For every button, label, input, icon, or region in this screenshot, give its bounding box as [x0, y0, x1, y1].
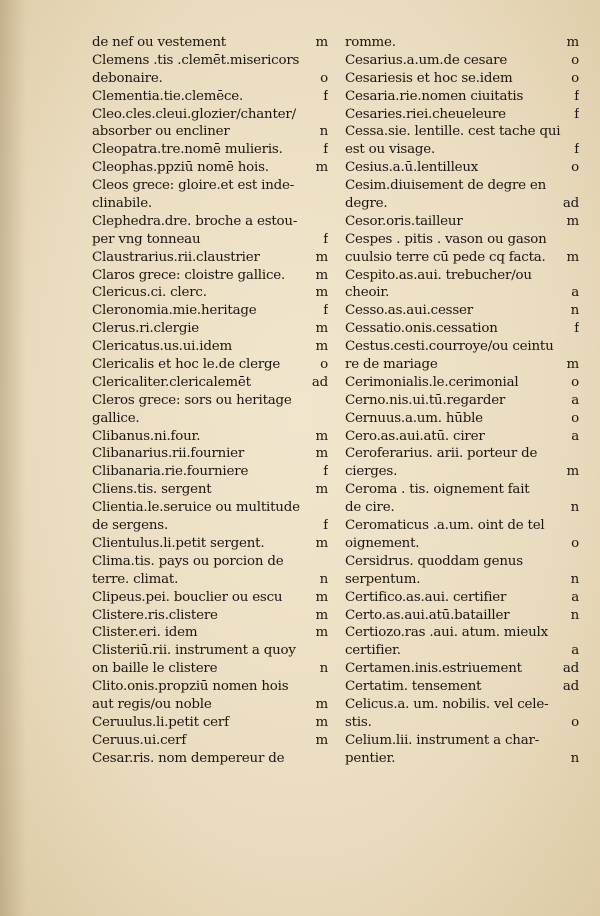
gender-code: n	[319, 571, 328, 587]
dictionary-line	[345, 410, 579, 428]
dictionary-line	[92, 267, 328, 285]
dictionary-line	[345, 338, 579, 356]
dictionary-line	[345, 267, 579, 285]
gender-code: a	[571, 285, 579, 301]
gender-code: m	[315, 339, 328, 355]
entry-text: Clima.tis. pays ou porcion de	[92, 553, 284, 569]
dictionary-line	[92, 481, 328, 499]
gender-code: m	[315, 589, 328, 605]
gender-code: m	[315, 625, 328, 641]
entry-text: Celicus.a. um. nobilis. vel cele-	[345, 696, 549, 712]
dictionary-line	[345, 195, 579, 213]
entry-text: Certatim. tensement	[345, 679, 482, 695]
entry-text: de sergens.	[92, 518, 168, 534]
dictionary-line	[345, 52, 579, 70]
dictionary-line	[92, 356, 328, 374]
entry-text: oignement.	[345, 535, 420, 551]
dictionary-line	[92, 410, 328, 428]
entry-text: on baille le clistere	[92, 661, 218, 677]
gender-code: n	[570, 500, 579, 516]
entry-text: Cleros grece: sors ou heritage	[92, 392, 292, 408]
entry-text: Clibanus.ni.four.	[92, 428, 201, 444]
dictionary-line	[92, 284, 328, 302]
entry-text: re de mariage	[345, 357, 438, 373]
dictionary-line	[92, 159, 328, 177]
dictionary-line	[345, 624, 579, 642]
gender-code: n	[570, 303, 579, 319]
gender-code: o	[320, 357, 328, 373]
gender-code: o	[571, 52, 579, 68]
gender-code: m	[315, 446, 328, 462]
dictionary-line	[92, 463, 328, 481]
dictionary-line	[345, 123, 579, 141]
gender-code: m	[315, 696, 328, 712]
dictionary-line	[345, 141, 579, 159]
gender-code: f	[323, 518, 328, 534]
dictionary-line	[92, 177, 328, 195]
left-column	[92, 34, 328, 768]
dictionary-line	[92, 535, 328, 553]
dictionary-line	[92, 374, 328, 392]
gender-code: o	[571, 70, 579, 86]
dictionary-line	[92, 589, 328, 607]
dictionary-line	[345, 589, 579, 607]
gender-code: m	[315, 714, 328, 730]
gender-code: m	[566, 35, 579, 50]
dictionary-line	[92, 445, 328, 463]
dictionary-line	[92, 249, 328, 267]
entry-text: pentier.	[345, 750, 396, 766]
entry-text: Cesaria.rie.nomen ciuitatis	[345, 88, 524, 104]
entry-text: Clientulus.li.petit sergent.	[92, 535, 265, 551]
entry-text: Cespes . pitis . vason ou gason	[345, 231, 547, 247]
entry-text: Clementia.tie.clemēce.	[92, 88, 244, 104]
dictionary-line	[92, 678, 328, 696]
gender-code: a	[571, 589, 579, 605]
entry-text: Clipeus.pei. bouclier ou escu	[92, 589, 283, 605]
entry-text: Cerimonialis.le.cerimonial	[345, 374, 519, 390]
dictionary-line	[92, 696, 328, 714]
entry-text: Clister.eri. idem	[92, 625, 198, 641]
dictionary-line	[345, 732, 579, 750]
dictionary-line	[345, 231, 579, 249]
entry-text: degre.	[345, 196, 388, 212]
gender-code: ad	[311, 374, 328, 390]
entry-text: Cliens.tis. sergent	[92, 482, 212, 498]
dictionary-line	[92, 88, 328, 106]
entry-text: serpentum.	[345, 571, 421, 587]
gender-code: f	[323, 142, 328, 158]
gender-code: m	[566, 249, 579, 265]
dictionary-line	[92, 52, 328, 70]
entry-text: Cesim.diuisement de degre en	[345, 178, 547, 194]
gender-code: n	[570, 571, 579, 587]
entry-text: Clericatus.us.ui.idem	[92, 339, 232, 355]
dictionary-line	[92, 195, 328, 213]
gender-code: f	[323, 88, 328, 104]
gender-code: m	[566, 213, 579, 229]
entry-text: Cespito.as.aui. trebucher/ou	[345, 267, 532, 283]
gender-code: o	[571, 535, 579, 551]
entry-text: gallice.	[92, 410, 140, 426]
entry-text: Ceruus.ui.cerf	[92, 732, 187, 748]
dictionary-line	[92, 553, 328, 571]
gender-code: a	[571, 392, 579, 408]
dictionary-line	[345, 571, 579, 589]
gender-code: m	[315, 535, 328, 551]
dictionary-line	[92, 660, 328, 678]
dictionary-line	[345, 553, 579, 571]
entry-text: Cesaries.riei.cheueleure	[345, 106, 506, 122]
entry-text: Clibanaria.rie.fourniere	[92, 464, 249, 480]
dictionary-line	[345, 159, 579, 177]
dictionary-line	[345, 499, 579, 517]
entry-text: Clephedra.dre. broche a estou-	[92, 213, 298, 229]
dictionary-line	[345, 750, 579, 768]
entry-text: terre. climat.	[92, 571, 179, 587]
gender-code: o	[571, 160, 579, 176]
dictionary-line	[345, 607, 579, 625]
dictionary-line	[92, 607, 328, 625]
dictionary-line	[345, 70, 579, 88]
entry-text: Cleopatra.tre.nomē mulieris.	[92, 142, 283, 158]
dictionary-line	[345, 481, 579, 499]
dictionary-line	[92, 499, 328, 517]
entry-text: Claros grece: cloistre gallice.	[92, 267, 286, 283]
entry-text: romme.	[345, 35, 396, 50]
entry-text: Clistere.ris.clistere	[92, 607, 218, 623]
entry-text: Ceroferarius. arii. porteur de	[345, 446, 538, 462]
gender-code: m	[315, 732, 328, 748]
entry-text: cuulsio terre cū pede cq facta.	[345, 249, 546, 265]
dictionary-line	[92, 106, 328, 124]
entry-text: Ceruulus.li.petit cerf	[92, 714, 229, 730]
entry-text: Celium.lii. instrument a char-	[345, 732, 540, 748]
gender-code: m	[566, 357, 579, 373]
dictionary-line	[92, 34, 328, 52]
entry-text: Clemens .tis .clemēt.misericors	[92, 52, 300, 68]
entry-text: Cleronomia.mie.heritage	[92, 303, 257, 319]
dictionary-line	[345, 392, 579, 410]
gender-code: f	[323, 303, 328, 319]
entry-text: Cestus.cesti.courroye/ou ceintu	[345, 339, 554, 355]
entry-text: de nef ou vestement	[92, 35, 226, 50]
entry-text: Cersidrus. quoddam genus	[345, 553, 523, 569]
gender-code: ad	[562, 661, 579, 677]
entry-text: Cesor.oris.tailleur	[345, 213, 463, 229]
gender-code: m	[315, 35, 328, 50]
entry-text: Clisteriū.rii. instrument a quoy	[92, 643, 296, 659]
entry-text: Clericus.ci. clerc.	[92, 285, 207, 301]
entry-text: per vng tonneau	[92, 231, 201, 247]
gutter-shadow	[0, 0, 26, 916]
gender-code: m	[315, 428, 328, 444]
entry-text: Clerus.ri.clergie	[92, 321, 200, 337]
entry-text: Claustrarius.rii.claustrier	[92, 249, 260, 265]
entry-text: cheoir.	[345, 285, 390, 301]
entry-text: Cesariesis et hoc se.idem	[345, 70, 513, 86]
gender-code: o	[320, 70, 328, 86]
dictionary-line	[92, 392, 328, 410]
entry-text: Ceroma . tis. oignement fait	[345, 482, 530, 498]
dictionary-line	[345, 535, 579, 553]
dictionary-line	[345, 374, 579, 392]
entry-text: Cleophas.ppziū nomē hois.	[92, 160, 269, 176]
entry-text: Cernuus.a.um. hūble	[345, 410, 483, 426]
gender-code: f	[574, 88, 579, 104]
entry-text: Certo.as.aui.atū.batailler	[345, 607, 510, 623]
gender-code: n	[319, 661, 328, 677]
dictionary-line	[345, 660, 579, 678]
gender-code: f	[574, 321, 579, 337]
entry-text: Certamen.inis.estriuement	[345, 661, 522, 677]
dictionary-line	[345, 320, 579, 338]
gender-code: m	[315, 321, 328, 337]
dictionary-line	[345, 428, 579, 446]
gender-code: n	[570, 607, 579, 623]
dictionary-line	[345, 517, 579, 535]
dictionary-line	[92, 338, 328, 356]
gender-code: a	[571, 428, 579, 444]
entry-text: Cleos grece: gloire.et est inde-	[92, 178, 295, 194]
gender-code: m	[315, 160, 328, 176]
gender-code: o	[571, 714, 579, 730]
gender-code: o	[571, 374, 579, 390]
dictionary-line	[92, 231, 328, 249]
dictionary-line	[92, 428, 328, 446]
dictionary-line	[92, 123, 328, 141]
entry-text: Ceromaticus .a.um. oint de tel	[345, 518, 545, 534]
gender-code: m	[315, 482, 328, 498]
dictionary-line	[345, 284, 579, 302]
dictionary-line	[92, 750, 328, 768]
entry-text: certifier.	[345, 643, 401, 659]
gender-code: f	[574, 142, 579, 158]
entry-text: Cessa.sie. lentille. cest tache qui	[345, 124, 561, 140]
entry-text: Certiozo.ras .aui. atum. mieulx	[345, 625, 548, 641]
gender-code: o	[571, 410, 579, 426]
gender-code: ad	[562, 679, 579, 695]
dictionary-line	[345, 249, 579, 267]
entry-text: Cleo.cles.cleui.glozier/chanter/	[92, 106, 296, 122]
entry-text: Cesar.ris. nom dempereur de	[92, 750, 285, 766]
gender-code: f	[574, 106, 579, 122]
dictionary-line	[92, 302, 328, 320]
entry-text: est ou visage.	[345, 142, 436, 158]
dictionary-line	[92, 141, 328, 159]
dictionary-line	[345, 302, 579, 320]
dictionary-line	[345, 463, 579, 481]
gender-code: a	[571, 643, 579, 659]
gender-code: ad	[562, 196, 579, 212]
dictionary-line	[92, 517, 328, 535]
dictionary-line	[92, 624, 328, 642]
dictionary-line	[345, 213, 579, 231]
entry-text: aut regis/ou noble	[92, 696, 212, 712]
dictionary-line	[345, 106, 579, 124]
gender-code: n	[319, 124, 328, 140]
gender-code: m	[315, 285, 328, 301]
entry-text: clinabile.	[92, 196, 152, 212]
gender-code: f	[323, 464, 328, 480]
entry-text: absorber ou encliner	[92, 124, 230, 140]
gender-code: f	[323, 231, 328, 247]
entry-text: Clericaliter.clericalemēt	[92, 374, 251, 390]
entry-text: Clericalis et hoc le.de clerge	[92, 357, 281, 373]
gender-code: m	[566, 464, 579, 480]
entry-text: Cesarius.a.um.de cesare	[345, 52, 508, 68]
entry-text: Cero.as.aui.atū. cirer	[345, 428, 485, 444]
entry-text: stis.	[345, 714, 372, 730]
dictionary-line	[92, 642, 328, 660]
dictionary-line	[345, 34, 579, 52]
entry-text: Clito.onis.propziū nomen hois	[92, 679, 289, 695]
entry-text: Cessatio.onis.cessation	[345, 321, 498, 337]
dictionary-line	[92, 732, 328, 750]
entry-text: Cerno.nis.ui.tū.regarder	[345, 392, 506, 408]
gender-code: m	[315, 249, 328, 265]
dictionary-line	[345, 696, 579, 714]
dictionary-line	[92, 571, 328, 589]
dictionary-line	[345, 88, 579, 106]
entry-text: Cesso.as.aui.cesser	[345, 303, 473, 319]
gender-code: n	[570, 750, 579, 766]
entry-text: Certifico.as.aui. certifier	[345, 589, 507, 605]
dictionary-line	[345, 678, 579, 696]
dictionary-line	[345, 177, 579, 195]
dictionary-line	[92, 714, 328, 732]
dictionary-line	[345, 445, 579, 463]
dictionary-line	[345, 356, 579, 374]
gender-code: m	[315, 267, 328, 283]
dictionary-line	[345, 642, 579, 660]
entry-text: de cire.	[345, 500, 395, 516]
dictionary-line	[92, 70, 328, 88]
entry-text: Clibanarius.rii.fournier	[92, 446, 245, 462]
gender-code: m	[315, 607, 328, 623]
entry-text: cierges.	[345, 464, 398, 480]
entry-text: debonaire.	[92, 70, 163, 86]
dictionary-line	[345, 714, 579, 732]
entry-text: Cesius.a.ū.lentilleux	[345, 160, 479, 176]
entry-text: Clientia.le.seruice ou multitude	[92, 500, 300, 516]
dictionary-line	[92, 320, 328, 338]
right-column	[345, 34, 579, 768]
dictionary-line	[92, 213, 328, 231]
